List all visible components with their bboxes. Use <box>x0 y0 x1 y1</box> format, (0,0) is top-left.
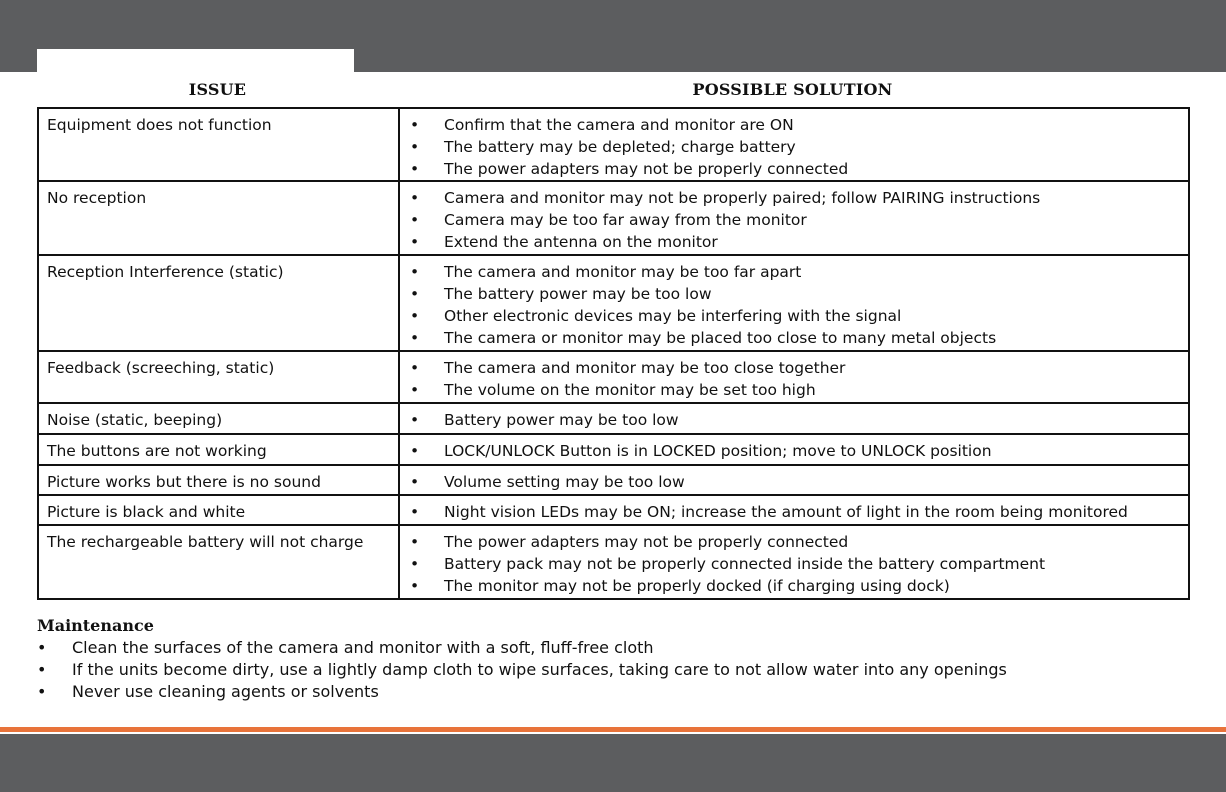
issue-cell: Reception Interference (static) <box>38 255 399 351</box>
solution-list <box>408 357 1180 401</box>
solution-cell <box>399 255 1189 351</box>
solution-item: • Volume setting may be too low <box>408 471 1180 493</box>
maintenance-list <box>37 637 1187 703</box>
issue-cell: Feedback (screeching, static) <box>38 351 399 403</box>
solution-item: • Camera may be too far away from the monitor <box>408 209 1180 231</box>
solution-cell <box>399 108 1189 181</box>
troubleshooting-table <box>37 107 1190 600</box>
solution-item: • Camera and monitor may not be properly paired; follow PAIRING instructions <box>408 187 1180 209</box>
table-row <box>38 351 1189 403</box>
table-row <box>38 465 1189 495</box>
solution-item: • Battery power may be too low <box>408 409 1180 431</box>
solution-item: • The power adapters may not be properly connected <box>408 531 1180 553</box>
solution-cell <box>399 465 1189 495</box>
table-row <box>38 255 1189 351</box>
table-row <box>38 495 1189 525</box>
solution-item: • The volume on the monitor may be set too high <box>408 379 1180 401</box>
solution-item: • The battery power may be too low <box>408 283 1180 305</box>
issue-cell: The rechargeable battery will not charge <box>38 525 399 599</box>
maintenance-item: • Never use cleaning agents or solvents <box>37 681 1187 703</box>
solution-cell <box>399 495 1189 525</box>
solution-list <box>408 409 1180 431</box>
solution-list <box>408 471 1180 493</box>
table-row <box>38 434 1189 465</box>
solution-cell <box>399 181 1189 255</box>
solution-item: • The camera or monitor may be placed too close to many metal objects <box>408 327 1180 349</box>
issue-cell: Picture works but there is no sound <box>38 465 399 495</box>
solution-list <box>408 114 1180 180</box>
solution-item: • The power adapters may not be properly connected <box>408 158 1180 180</box>
solution-cell <box>399 434 1189 465</box>
issue-cell: Equipment does not function <box>38 108 399 181</box>
solution-list <box>408 261 1180 349</box>
solution-item: • Confirm that the camera and monitor are ON <box>408 114 1180 136</box>
solution-cell <box>399 525 1189 599</box>
solution-item: • Other electronic devices may be interfering with the signal <box>408 305 1180 327</box>
solution-item: • The camera and monitor may be too close together <box>408 357 1180 379</box>
solution-list <box>408 531 1180 597</box>
solution-list <box>408 440 1180 462</box>
solution-item: • The battery may be depleted; charge battery <box>408 136 1180 158</box>
table-column-headers <box>37 80 1187 102</box>
solution-cell <box>399 351 1189 403</box>
maintenance-section <box>37 615 1187 703</box>
solution-item: • LOCK/UNLOCK Button is in LOCKED position; move to UNLOCK position <box>408 440 1180 462</box>
bottom-footer-bar <box>0 734 1226 792</box>
solution-list <box>408 501 1180 523</box>
issue-cell: No reception <box>38 181 399 255</box>
solution-item: • The monitor may not be properly docked (if charging using dock) <box>408 575 1180 597</box>
table-row <box>38 525 1189 599</box>
solution-item: • The camera and monitor may be too far apart <box>408 261 1180 283</box>
issue-cell: The buttons are not working <box>38 434 399 465</box>
issue-cell: Picture is black and white <box>38 495 399 525</box>
table-row <box>38 108 1189 181</box>
maintenance-item: • If the units become dirty, use a lightly damp cloth to wipe surfaces, taking care to not allow water into any openings <box>37 659 1187 681</box>
table-row <box>38 403 1189 434</box>
maintenance-item: • Clean the surfaces of the camera and monitor with a soft, fluff-free cloth <box>37 637 1187 659</box>
maintenance-title: Maintenance <box>37 616 154 635</box>
solution-cell <box>399 403 1189 434</box>
solution-column-header: POSSIBLE SOLUTION <box>692 80 893 99</box>
table-row <box>38 181 1189 255</box>
issue-cell: Noise (static, beeping) <box>38 403 399 434</box>
issue-column-header: ISSUE <box>188 80 247 99</box>
header-tab <box>37 49 354 73</box>
solution-item: • Extend the antenna on the monitor <box>408 231 1180 253</box>
footer-accent-line <box>0 727 1226 732</box>
solution-item: • Night vision LEDs may be ON; increase the amount of light in the room being monitored <box>408 501 1180 523</box>
solution-list <box>408 187 1180 253</box>
solution-item: • Battery pack may not be properly connected inside the battery compartment <box>408 553 1180 575</box>
